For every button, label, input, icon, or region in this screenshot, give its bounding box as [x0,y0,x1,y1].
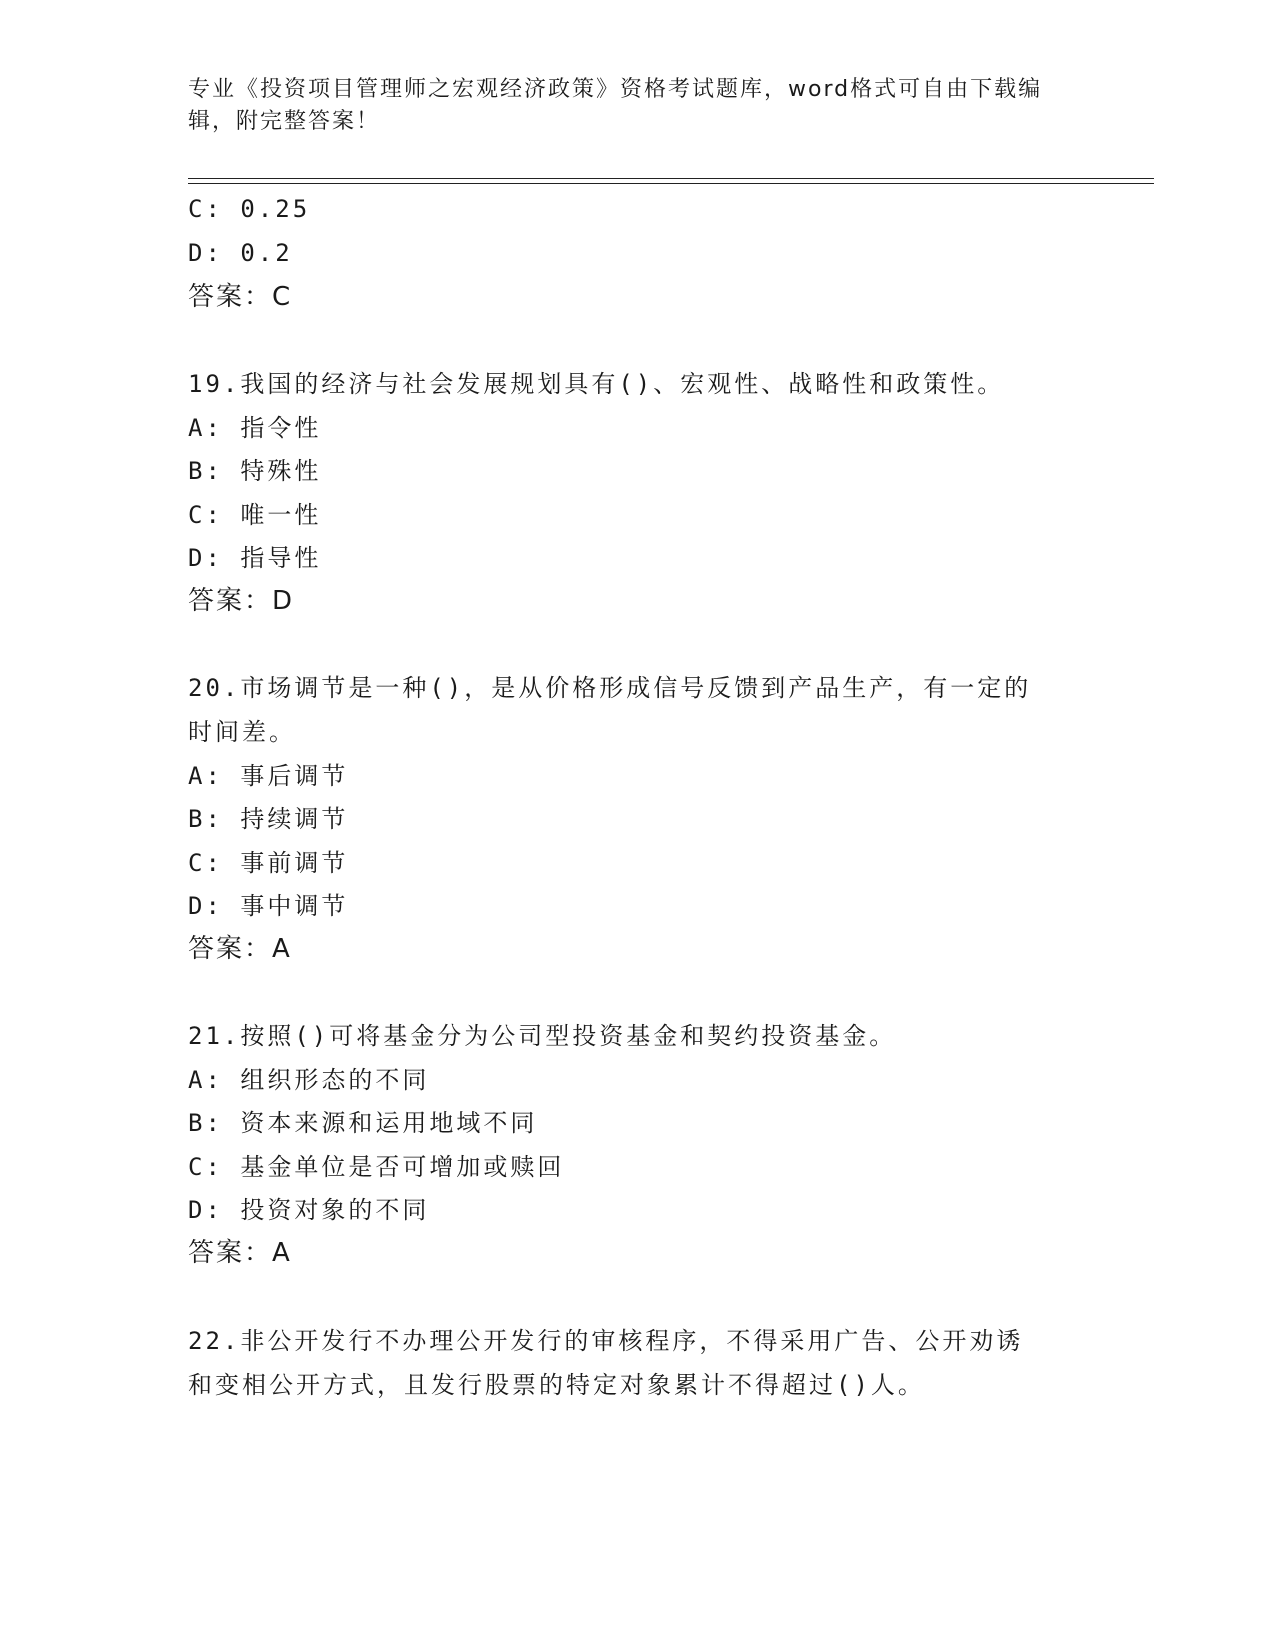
q20-stem-line-2: 时间差。 [188,718,296,746]
q19-answer: 答案：D [188,586,295,616]
q19-option-d: D: 指导性 [188,544,322,572]
q20-option-d: D: 事中调节 [188,892,349,920]
q20-stem-line-1: 20.市场调节是一种()，是从价格形成信号反馈到产品生产，有一定的 [188,674,1032,702]
header-divider-bottom [188,183,1154,184]
q19-option-b: B: 特殊性 [188,457,322,485]
q18-answer: 答案：C [188,282,293,312]
q21-option-a: A: 组织形态的不同 [188,1066,430,1094]
q20-option-a: A: 事后调节 [188,762,349,790]
q18-option-d: D: 0.2 [188,239,293,267]
q21-option-b: B: 资本来源和运用地域不同 [188,1109,538,1137]
q20-option-b: B: 持续调节 [188,805,349,833]
q22-stem-line-1: 22.非公开发行不办理公开发行的审核程序，不得采用广告、公开劝诱 [188,1327,1024,1355]
q21-answer: 答案：A [188,1238,292,1268]
q18-option-c: C: 0.25 [188,195,311,223]
q21-option-d: D: 投资对象的不同 [188,1196,430,1224]
header-line-1: 专业《投资项目管理师之宏观经济政策》资格考试题库，word格式可自由下载编 [188,77,1043,102]
q21-option-c: C: 基金单位是否可增加或赎回 [188,1153,565,1181]
header-line-2: 辑，附完整答案！ [188,109,381,134]
q20-answer: 答案：A [188,934,292,964]
q19-stem: 19.我国的经济与社会发展规划具有()、宏观性、战略性和政策性。 [188,370,1005,398]
q19-option-c: C: 唯一性 [188,501,322,529]
q19-option-a: A: 指令性 [188,414,322,442]
q22-stem-line-2: 和变相公开方式，且发行股票的特定对象累计不得超过()人。 [188,1371,925,1399]
q20-option-c: C: 事前调节 [188,849,349,877]
header-divider-top [188,178,1154,179]
document-header [188,74,1088,138]
q21-stem: 21.按照()可将基金分为公司型投资基金和契约投资基金。 [188,1022,897,1050]
